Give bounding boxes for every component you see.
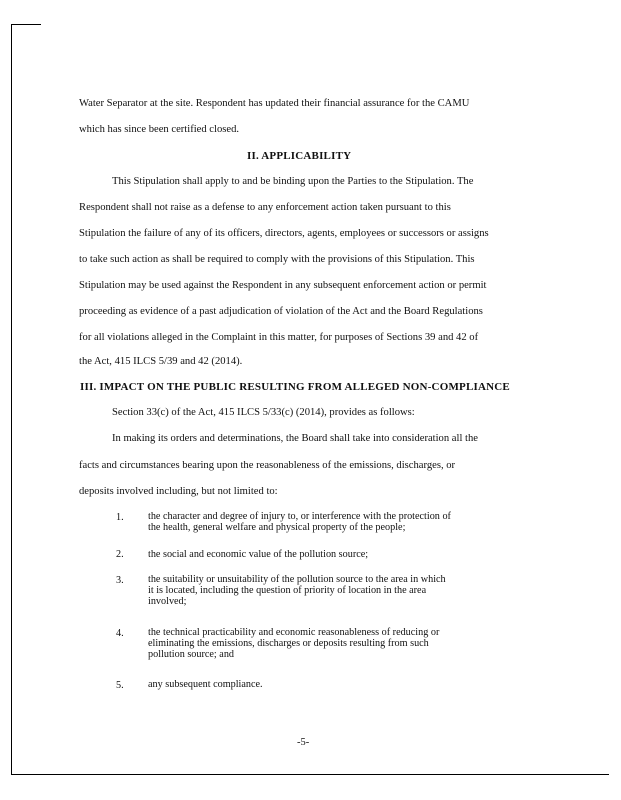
section-ii-line-6: proceeding as evidence of a past adjudication of violation of the Act and the Board Regulations: [79, 306, 483, 317]
section-iii-intro: Section 33(c) of the Act, 415 ILCS 5/33(c) (2014), provides as follows:: [112, 407, 415, 418]
section-ii-line-7: for all violations alleged in the Complaint in this matter, for purposes of Sections 39 and 42 of: [79, 332, 479, 343]
item-4-line-1: the technical practicability and economic reasonableness of reducing or: [148, 627, 440, 638]
scan-border-bottom: [11, 774, 609, 775]
item-3-line-1: the suitability or unsuitability of the pollution source to the area in which: [148, 574, 446, 585]
item-1-text: [148, 511, 498, 533]
item-1-line-1: the character and degree of injury to, or interference with the protection of: [148, 511, 451, 522]
section-iii-heading: III. IMPACT ON THE PUBLIC RESULTING FROM ALLEGED NON-COMPLIANCE: [80, 381, 510, 393]
item-4-text: [148, 627, 498, 660]
item-1-number: 1.: [116, 512, 124, 523]
opening-line-1: Water Separator at the site. Respondent has updated their financial assurance for the CAMU: [79, 98, 470, 109]
scan-border-left: [11, 24, 12, 775]
section-ii-line-5: Stipulation may be used against the Respondent in any subsequent enforcement action or permit: [79, 280, 487, 291]
section-ii-heading: II. APPLICABILITY: [247, 150, 352, 162]
item-4-number: 4.: [116, 628, 124, 639]
opening-line-2: which has since been certified closed.: [79, 124, 240, 135]
quote-line-3: deposits involved including, but not limited to:: [79, 486, 278, 497]
quote-line-1: In making its orders and determinations, the Board shall take into consideration all the: [112, 433, 478, 444]
section-ii-line-8: the Act, 415 ILCS 5/39 and 42 (2014).: [79, 356, 243, 367]
item-5-number: 5.: [116, 680, 124, 691]
quote-line-2: facts and circumstances bearing upon the reasonableness of the emissions, discharges, or: [79, 460, 456, 471]
item-3-line-2: it is located, including the question of priority of location in the area: [148, 585, 427, 596]
scan-border-top: [11, 24, 41, 25]
item-2-number: 2.: [116, 549, 124, 560]
item-1-line-2: the health, general welfare and physical property of the people;: [148, 522, 406, 533]
section-ii-line-2: Respondent shall not raise as a defense to any enforcement action taken pursuant to this: [79, 202, 451, 213]
section-ii-line-3: Stipulation the failure of any of its officers, directors, agents, employees or successors or assigns: [79, 228, 489, 239]
item-5-line-1: any subsequent compliance.: [148, 679, 263, 690]
item-4-line-2: eliminating the emissions, discharges or deposits resulting from such: [148, 638, 429, 649]
page-number: -5-: [297, 737, 310, 748]
section-ii-line-4: to take such action as shall be required to comply with the provisions of this Stipulation. This: [79, 254, 475, 265]
item-5-text: [148, 679, 498, 690]
item-3-text: [148, 574, 498, 607]
item-3-number: 3.: [116, 575, 124, 586]
item-4-line-3: pollution source; and: [148, 649, 235, 660]
item-3-line-3: involved;: [148, 596, 187, 607]
item-2-line-1: the social and economic value of the pollution source;: [148, 549, 369, 560]
section-ii-line-1: This Stipulation shall apply to and be binding upon the Parties to the Stipulation. The: [112, 176, 474, 187]
item-2-text: [148, 549, 498, 560]
